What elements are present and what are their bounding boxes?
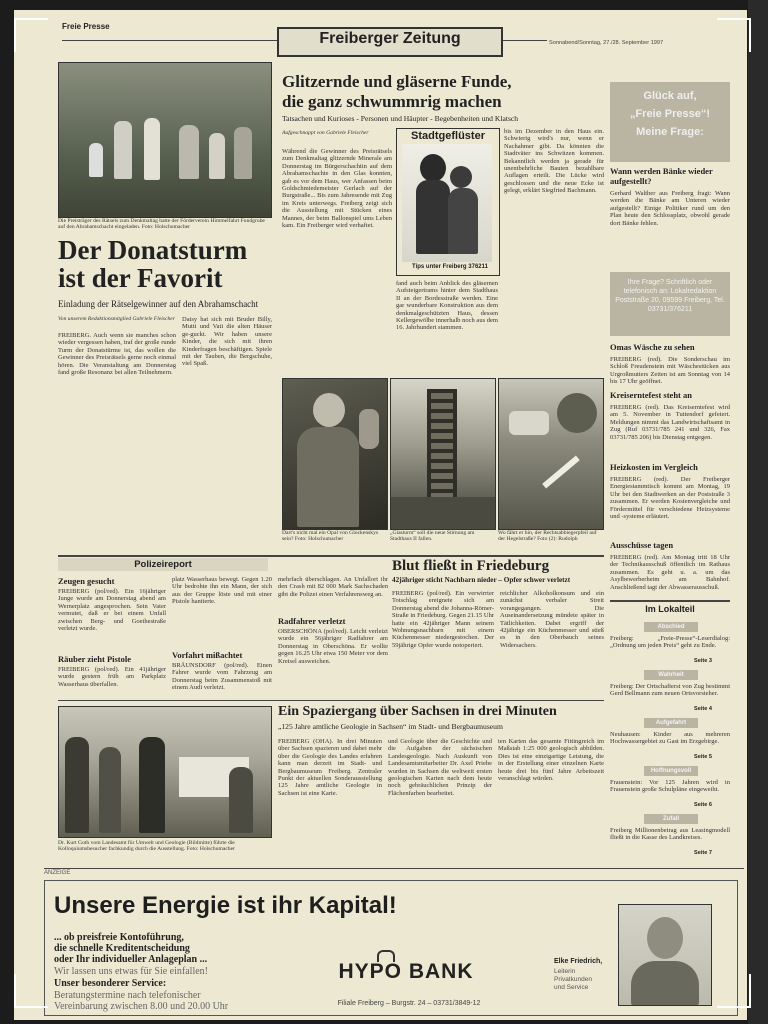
question-body: Gerhard Walther aus Freiberg fragt: Wann werden die Bänke am Unteren wieder aufgestellt? Einige Politiker rund um den Plan heute den Schlossplatz, obwohl gerade dort Bänke fehlen. [610, 190, 730, 227]
ask-box-text: Ihre Frage? Schriftlich oder telefonisch an: Lokalredaktion Poststraße 20, 09599 Freiberg, Tel. 03731/376211 [615, 279, 725, 313]
lokalteil-tag: Aufgefahrt [644, 718, 698, 728]
police-b5: mehrfach überschlagen. An Unfallort ihr den Crash mit 82 000 Mark Sachschaden gibt die Polizei einen Verfahrensweg an. [278, 576, 388, 598]
headline-donatsturm-1: Der Donatsturm [58, 235, 248, 265]
lokalteil-item-text: Freiberg: „Freie-Presse“-Leserdialog: „Ordnung um jeden Preis“ geht zu Ende. [610, 635, 730, 650]
corner-mark-tl-h [14, 18, 48, 20]
ad-line6: Beratungstermine nach telefonischer [54, 990, 201, 1001]
corner-mark-bl-h [14, 1006, 48, 1008]
ad-line2: die schnelle Kreditentscheidung [54, 943, 190, 954]
promo-line2: „Freie Presse“! [629, 108, 711, 120]
bank-branch: Filiale Freiberg – Burgstr. 24 – 03731/3849-12 [337, 1000, 481, 1007]
contact-role1: Leiterin [554, 968, 576, 975]
blood-body-col2: reichlicher Alkoholkonsum und ein zunächst verbaler Streit vorangegangen. Die Auseinandersetzung mündete später in Tätlichkeiten. Dabei ergriff der 42jährige ein Küchenmesser und stieß es in den Oberbauch seines Widersachers. [500, 590, 604, 649]
question-headline: Wann werden Bänke wieder aufgestellt? [610, 166, 713, 186]
heizkosten-body: FREIBERG (red). Der Freiberger Energiestammtisch kommt am Montag, 19 Uhr bei den Stadtwerken an der Poststraße 3 zusammen. Er werden Kostenvergleiche und Fördermittel für verschiedene Heizsysteme und -systeme erläutert. [610, 476, 730, 521]
caption-prize-winners: Die Preisträger des Rätsels zum Denkmaltag hatte der Förderverein Himmelfahrt Fundgrube auf den Abrahamschacht eingeladen. Foto: Holschumacher [58, 218, 265, 231]
donatsturm-body-col2: Daisy hat sich mit Bruder Billy, Mutti und Vati die alten Häuser ge-guckt. Wir haben unsere Kinder, die sich mit ihren Kinderfragen beschäftigen. Spiele mit der Tauben, die Bergschuhe, viel Spaß. [182, 316, 272, 368]
section-rule [58, 555, 604, 557]
blood-subheadline: 42jähriger sticht Nachbarn nieder – Opfer schwer verletzt [392, 576, 571, 584]
ad-line1: ... ob preisfreie Kontoführung, [54, 932, 184, 943]
top-story-body-col1: Während die Gewinner des Preisrätsels zum Denkmaltag glitzernde Minerale am Donnerstag im Bürgerschachtin auf dem Abrahamschachte in den Glas konnten, gab es vor dem Haus, wer Anfassen beim Goldschmiedemeister Gerlach auf der Burgstraße... Bis zum Jahresende mit Zug im Kreis unterwegs. Freiberg zeigt sich die Ausstellung mit Stücken eines Mannes, der beim Ballonspiel ums Leben kam. Ein Freiberger wird verhaftet. [282, 148, 392, 230]
police-h2: Räuber zieht Pistole [58, 654, 132, 664]
headline-top-1: Glitzernde und gläserne Funde, [282, 72, 512, 91]
geology-body-col1: FREIBERG (OHA). In drei Minuten über Sachsen spazieren und dabei mehr über die Geologie des Landes erfahren kann man derzeit im Stadt- und Bergbaumuseum Freiberg. Zentraler Punkt der aktuellen Sonderausstellung 125 Jahre amtliche Geologie in Sachsen ist eine Karte. [278, 738, 382, 797]
masthead-rule-right [503, 40, 547, 41]
subheadline-donatsturm: Einladung der Rätselgewinner auf den Abrahamschacht [58, 299, 259, 309]
promo-line3: Meine Frage: [636, 126, 704, 138]
corner-mark-tr-v [749, 18, 751, 52]
police-b2: FREIBERG (pol/red). Ein 41jähriger wurde gestern früh am Parkplatz Wasserhaus überfallen. [58, 666, 166, 688]
lokalteil-item-text: Freiberg: Der Ortschafterst von Zug bestimmt Gerd Bellmann zum neuen Ortsvorsteher. [610, 683, 730, 698]
ad-line5: Unser besonderer Service: [54, 978, 167, 989]
lokalteil-tag: Abschied [644, 622, 698, 632]
lokalteil-item-page: Seite 5 [694, 754, 713, 760]
headline-donatsturm-2: ist der Favorit [58, 263, 223, 293]
ausschuesse-headline: Ausschüsse tagen [610, 540, 674, 550]
lokalteil-item-text: Freiberg Millionenbetrag aus Leasingmodell fließt in die Kasse des Landkreises. [610, 827, 730, 842]
lokalteil-tag: Hoffnungsvoll [644, 766, 698, 776]
erntefest-body: FREIBERG (red). Das Kreiserntefest wird am 5. November in Tuttendorf gefeiert. Meldungen nimmt das Landwirtschaftsamt in Zug (Ruf 03731/785 241 und 326, Fax 03731/785 206) bis Dienstag entgegen. [610, 404, 730, 441]
ad-headline: Unsere Energie ist ihr Kapital! [54, 892, 397, 919]
caption-geology: Dr. Kurt Goth vom Landesamt für Umwelt und Geologie (Bildmitte) führte die Kolloquiumsbesucher fachkundig durch die Ausstellung. Foto: Holschumacher [58, 840, 235, 853]
lokalteil-item-text: Frauenstein: Vor 125 Jahren wird in Frauenstein große Schulpläne eingeweiht. [610, 779, 730, 794]
erntefest-headline: Kreiserntefest steht an [610, 390, 692, 400]
heizkosten-headline: Heizkosten im Vergleich [610, 462, 698, 472]
caption-glass-tower: „Glasturm“ soll die neue Stirnung am Stadthaus II fallen. [390, 530, 475, 543]
lokalteil-tag: Zufall [644, 814, 698, 824]
ad-rule [44, 868, 744, 869]
lokalteil-rule [610, 600, 730, 602]
byline-donatsturm: Von unserem Redaktionsmitglied Gabriele Fleischer [58, 316, 175, 322]
top-story-body-col4: bis im Dezember in den Haus ein. Schwierig wird's nur, wenn er Nachahmer gibt. Da könnten die Stadtväter ins Schwitzen kommen. Bekanntlich werden ja gerade für unentbehrliche Bauten bezahlbare Auflagen erteilt. Die Lücke wird geschlossen und die neue Ecke ist gelegt, erklärt Siegfried Bachmann. [504, 128, 604, 195]
masthead-kicker: Freie Presse [62, 22, 110, 31]
stadtgefluester-title: Stadtgeflüster [411, 130, 485, 142]
stadtgefluester-tip: Tips unter Freiberg 376211 [412, 264, 488, 270]
caption-opal-man: Dart's nicht mal ein Opal von Glockenskys sein? Foto: Holschumacher [282, 530, 379, 543]
ad-line7: Vereinbarung zwischen 8.00 und 20.00 Uhr [54, 1001, 229, 1012]
lokalteil-item-page: Seite 3 [694, 658, 713, 664]
corner-mark-br-h [717, 1006, 751, 1008]
photo-street-arrow [498, 378, 604, 530]
photo-geology-exhibit [58, 706, 272, 838]
police-b4: BRÄUNSDORF (pol/red). Einen Fahrer wurde vom Fahrzeug am Donnerstag beim Zusammenstoß mit einem Audi verletzt. [172, 662, 272, 692]
photo-opal-man [282, 378, 388, 530]
corner-mark-tl-v [14, 18, 16, 52]
photo-glass-tower [390, 378, 496, 530]
newspaper-page [14, 10, 747, 1020]
ad-line4: Wir lassen uns etwas für Sie einfallen! [54, 966, 208, 977]
masthead-title: Freiberger Zeitung [319, 30, 461, 47]
lokalteil-tag: Wahrheit [644, 670, 698, 680]
geology-rule [58, 700, 604, 701]
contact-role2: Privatkunden [554, 976, 592, 983]
blood-headline: Blut fließt in Friedeburg [392, 558, 550, 574]
bank-logo: HYPO BANK [338, 960, 474, 983]
masthead-date: Sonnabend/Sonntag, 27./28. September 1997 [549, 40, 664, 46]
promo-line1: Glück auf, [643, 90, 697, 102]
byline-top: Aufgeschnappt von Gabriele Fleischer [282, 130, 369, 136]
lokalteil-item-page: Seite 6 [694, 802, 713, 808]
police-section-title: Polizeireport [134, 559, 192, 570]
ad-label: ANZEIGE [44, 870, 71, 876]
corner-mark-br-v [749, 974, 751, 1008]
masthead-rule-left [62, 40, 277, 41]
police-b1: FREIBERG (pol/red). Ein 16jähriger Junge wurde am Donnerstag abend am Wernerplatz angesprochen. Sein Vater vermutet, daß er bei einem Unfall zwischen Berg- und Goethestraße verletzt wurde. [58, 588, 166, 633]
top-story-body-col3: fand auch beim Anblick des gläsernen Aufsteigertrams hinter dem Stadthaus II an der Bordesstraße werden. Eine gar wunderbare Konstruktion aus dem denkmalgeschützten Haus, dessen Kellergewölbe innerhalb noch aus dem 16. Jahrhundert stammen. [396, 280, 498, 332]
donatsturm-body-col1: FREIBERG. Auch wenn sie manches schon wieder vergessen haben, traf der große runde Turm der Donatstürme ist, das wollen die Gewinner des Preisrätsels gerne noch einmal hören. Die Veranstaltung am Donnerstag fand große Resonanz bei allen Teilnehmern. [58, 332, 176, 377]
police-b6: OBERSCHÖNA (pol/red). Leicht verletzt wurde ein 56jähriger Radfahrer am Donnerstag in Oberschöna. Er wollte gegen 16.25 Uhr etwa 150 Meter vor dem Kreisel ausweichen. [278, 628, 388, 665]
lokalteil-item-page: Seite 4 [694, 706, 713, 712]
blood-body-col1: FREIBERG (pol/red). Ein verwirrter Totschlag ereignete sich am Donnerstag abend die Johanna-Römer-Straße in Friedeburg. Gegen 21.15 Uhr hatte ein 42jähriger Mann seinem Wohnungsnachbarn mit einem Küchenmesser niedergestochen. Der 59jährige Opfer wurde notoperiert. [392, 590, 494, 649]
caption-street-arrow: Wo fährt er hin, der Rechtsabbiegerpfeil auf der Hegelstraße? Foto (2): Rudolph [498, 530, 597, 543]
geology-subheadline: „125 Jahre amtliche Geologie in Sachsen“ im Stadt- und Bergbaumuseum [278, 722, 503, 731]
contact-name: Elke Friedrich, [554, 958, 603, 965]
lokalteil-title: Im Lokalteil [645, 604, 695, 614]
subheadline-top: Tatsachen und Kurioses - Personen und Häupter - Begebenheiten und Klatsch [282, 114, 519, 123]
omas-body: FREIBERG (red). Die Sonderschau im Schloß Freudenstein mit Wäschestücken aus Urgroßmutters Zeiten ist am Sonntag von 14 bis 17 Uhr geöffnet. [610, 356, 730, 386]
ad-line3: oder Ihr individueller Anlageplan ... [54, 954, 208, 965]
police-h3: Vorfahrt mißachtet [172, 650, 243, 660]
omas-headline: Omas Wäsche zu sehen [610, 342, 695, 352]
photo-contact-person [618, 904, 712, 1006]
corner-mark-tr-h [717, 18, 751, 20]
stadtgefluester-illustration [402, 144, 492, 262]
geology-headline: Ein Spaziergang über Sachsen in drei Minuten [278, 704, 557, 719]
geology-body-col3: ten Karten das gesamte Fittingreich im Maßstab 1:25 000 geologisch abbilden. Dies ist eine einzigartige Leistung, die in der Erstellung einer einzelnen Karte heute drei bis fünf Jahre Arbeitszeit veranschlagt würden. [498, 738, 604, 783]
lokalteil-item-page: Seite 7 [694, 850, 713, 856]
police-h1: Zeugen gesucht [58, 576, 115, 586]
page-edge-shadow [748, 0, 768, 1024]
ausschuesse-body: FREIBERG (red). Am Montag tritt 18 Uhr der Technikausschuß öffentlich im Rathaus zusammen. Es geht u. a. um das Asylbewerberheim am Bahnhof. Anschließend tagt der Abwasserausschuß. [610, 554, 730, 591]
police-b3: platz Wasserhaus bewegt. Gegen 1.20 Uhr bedrohte ihn ein Mann, der sich aus der Gruppe löste und mit einer Pistole hantierte. [172, 576, 272, 606]
police-h4: Radfahrer verletzt [278, 616, 346, 626]
contact-role3: und Service [554, 984, 589, 991]
photo-prize-winners [58, 62, 272, 218]
lokalteil-item-text: Neuhausen: Kinder aus mehreren Hochwassergebiet zu Gast im Erzgebirge. [610, 731, 730, 746]
headline-top-2: die ganz schwummrig machen [282, 92, 502, 111]
geology-body-col2: und Geologie über die Geschichte und die Aufgaben der sächsischen Landesgeologie. Nach Auskunft von Landesamtsmitarbeiter Dr. Axel Priebe wurden in Sachsen die weltweit ersten geologischen Karten nach dem heute noch gebräuchlichen Prinzip der Flächenfarben bearbeitet. [388, 738, 492, 797]
corner-mark-bl-v [14, 974, 16, 1008]
